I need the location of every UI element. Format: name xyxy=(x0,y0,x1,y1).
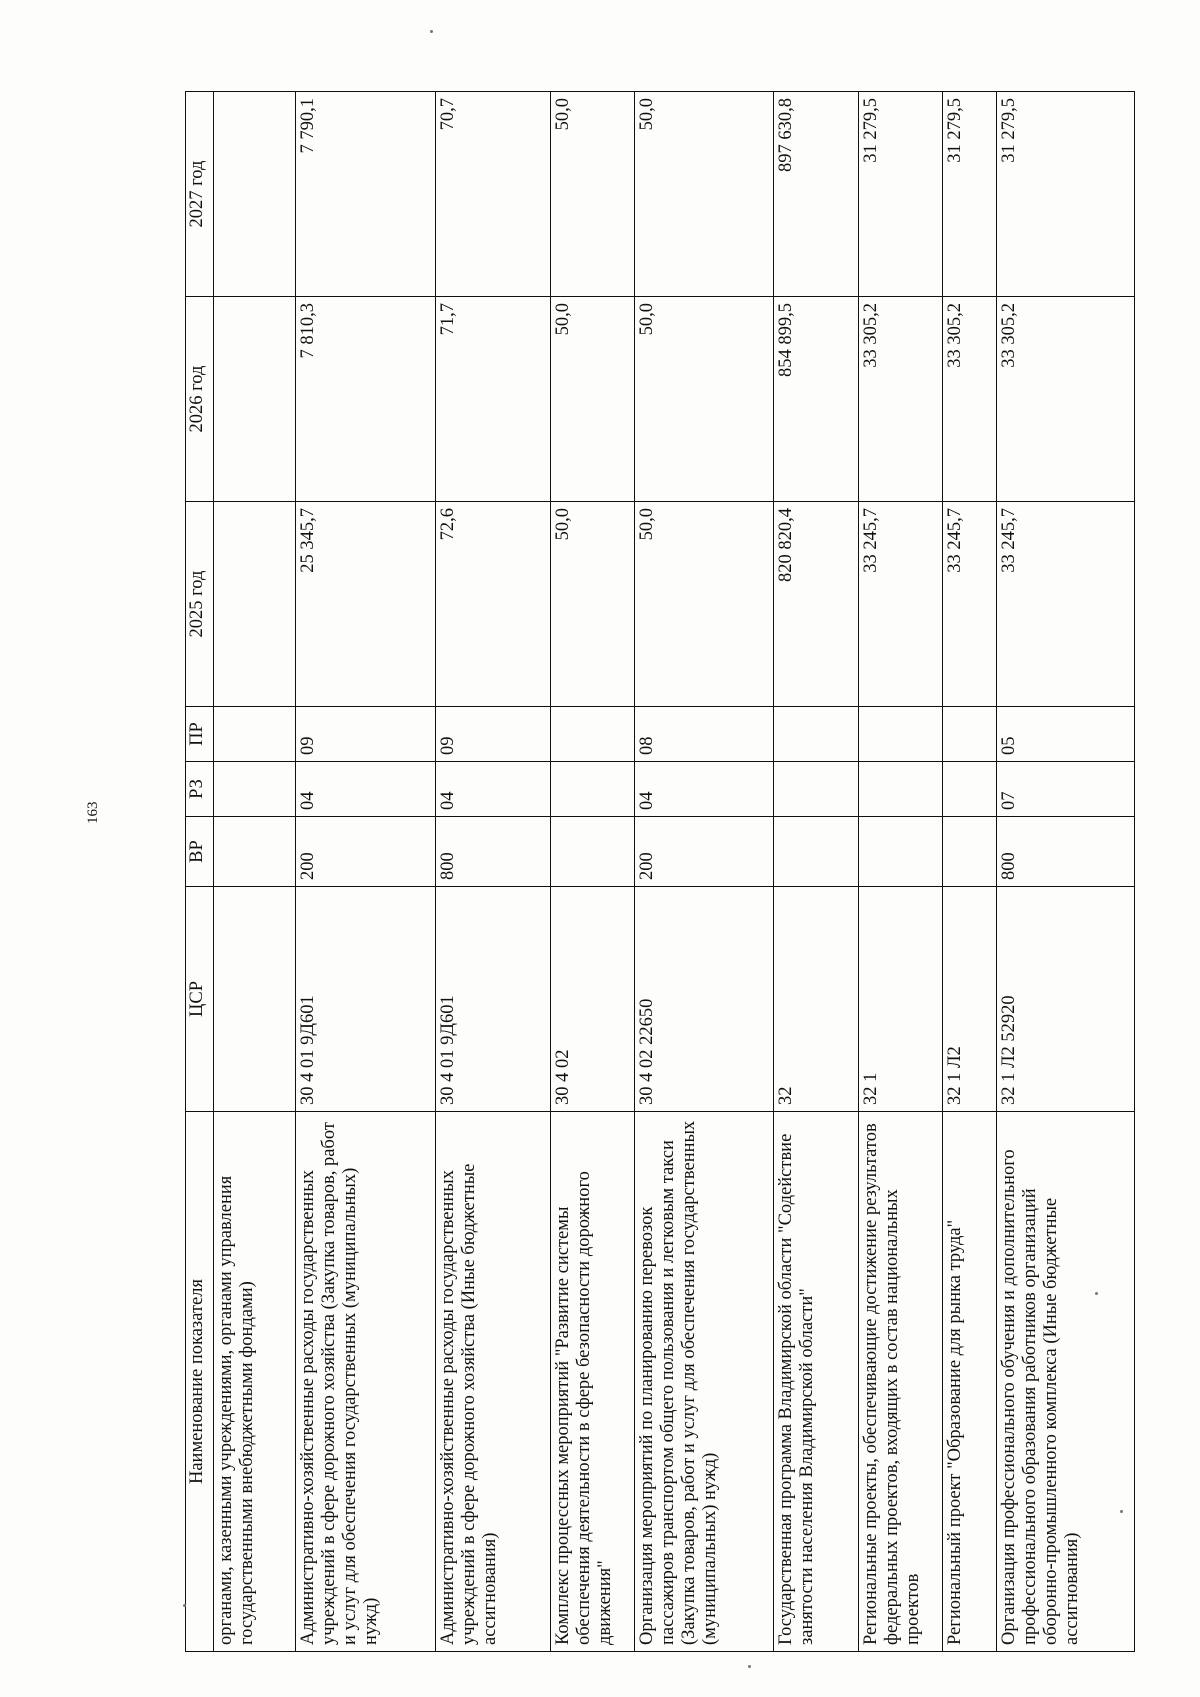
table-row xyxy=(635,92,774,1652)
table-row xyxy=(997,92,1135,1652)
row-vr: 800 xyxy=(436,817,551,887)
table-row xyxy=(942,92,997,1652)
row-2025: 33 245,7 xyxy=(858,502,942,707)
budget-table xyxy=(185,91,1135,1652)
row-vr: 800 xyxy=(997,817,1135,887)
row-2026: 50,0 xyxy=(635,297,774,502)
row-2026 xyxy=(214,297,296,502)
row-vr xyxy=(551,817,635,887)
row-pr: 05 xyxy=(997,707,1135,762)
header-pr: ПР xyxy=(186,707,214,762)
row-rz: 04 xyxy=(295,762,436,817)
row-pr xyxy=(214,707,296,762)
header-vr: ВР xyxy=(186,817,214,887)
row-rz xyxy=(858,762,942,817)
row-2027: 50,0 xyxy=(551,92,635,297)
row-pr: 09 xyxy=(295,707,436,762)
row-pr xyxy=(858,707,942,762)
row-vr xyxy=(773,817,858,887)
row-name: Государственная программа Владимирской области "Содействие занятости населения Владимирской области" xyxy=(773,1112,858,1652)
row-name: органами, казенными учреждениями, органами управления государственными внебюджетными фондами) xyxy=(214,1112,296,1652)
row-vr xyxy=(942,817,997,887)
row-pr: 09 xyxy=(436,707,551,762)
scan-speck xyxy=(748,1665,751,1668)
row-2027: 50,0 xyxy=(635,92,774,297)
row-2027 xyxy=(214,92,296,297)
row-name: Административно-хозяйственные расходы государственных учреждений в сфере дорожного хозяйства (Иные бюджетные ассигнования) xyxy=(436,1112,551,1652)
row-csr: 30 4 02 xyxy=(551,887,635,1112)
row-2025: 33 245,7 xyxy=(997,502,1135,707)
row-vr xyxy=(858,817,942,887)
row-csr: 30 4 02 22650 xyxy=(635,887,774,1112)
row-csr: 30 4 01 9Д601 xyxy=(436,887,551,1112)
row-vr: 200 xyxy=(295,817,436,887)
row-rz xyxy=(214,762,296,817)
row-2027: 31 279,5 xyxy=(858,92,942,297)
page-number: 163 xyxy=(85,801,101,824)
table-row xyxy=(551,92,635,1652)
header-2027: 2027 год xyxy=(186,92,214,297)
row-2026: 33 305,2 xyxy=(942,297,997,502)
row-2027: 897 630,8 xyxy=(773,92,858,297)
row-2026: 7 810,3 xyxy=(295,297,436,502)
row-2026: 50,0 xyxy=(551,297,635,502)
row-rz: 04 xyxy=(436,762,551,817)
table-row xyxy=(436,92,551,1652)
row-2026: 33 305,2 xyxy=(858,297,942,502)
row-2027: 31 279,5 xyxy=(942,92,997,297)
row-csr: 32 1 xyxy=(858,887,942,1112)
row-name: Административно-хозяйственные расходы государственных учреждений в сфере дорожного хозяйства (Закупка товаров, работ и услуг для обеспечения государственных (муниципальных) нужд) xyxy=(295,1112,436,1652)
row-name: Организация профессионального обучения и дополнительного профессионального образования работников организаций оборонно-промышленного комплекса (Иные бюджетные ассигнования) xyxy=(997,1112,1135,1652)
row-rz xyxy=(551,762,635,817)
row-2025: 25 345,7 xyxy=(295,502,436,707)
header-2025: 2025 год xyxy=(186,502,214,707)
row-pr xyxy=(551,707,635,762)
row-rz xyxy=(773,762,858,817)
row-vr: 200 xyxy=(635,817,774,887)
table-row xyxy=(858,92,942,1652)
row-2025: 50,0 xyxy=(551,502,635,707)
row-name: Региональные проекты, обеспечивающие достижение результатов федеральных проектов, входящих в состав национальных проектов xyxy=(858,1112,942,1652)
row-2025: 72,6 xyxy=(436,502,551,707)
scan-speck xyxy=(183,1604,186,1607)
row-rz xyxy=(942,762,997,817)
row-2025 xyxy=(214,502,296,707)
row-csr: 32 1 Л2 52920 xyxy=(997,887,1135,1112)
table-row xyxy=(773,92,858,1652)
row-pr xyxy=(942,707,997,762)
row-pr xyxy=(773,707,858,762)
row-vr xyxy=(214,817,296,887)
row-2026: 33 305,2 xyxy=(997,297,1135,502)
row-name: Региональный проект "Образование для рынка труда" xyxy=(942,1112,997,1652)
table-header-row xyxy=(186,92,214,1652)
row-2027: 31 279,5 xyxy=(997,92,1135,297)
row-csr: 32 1 Л2 xyxy=(942,887,997,1112)
row-2025: 33 245,7 xyxy=(942,502,997,707)
row-csr xyxy=(214,887,296,1112)
table-row xyxy=(214,92,296,1652)
row-csr: 30 4 01 9Д601 xyxy=(295,887,436,1112)
row-csr: 32 xyxy=(773,887,858,1112)
header-csr: ЦСР xyxy=(186,887,214,1112)
row-2026: 854 899,5 xyxy=(773,297,858,502)
table-row xyxy=(295,92,436,1652)
header-rz: РЗ xyxy=(186,762,214,817)
rotated-page-content xyxy=(185,92,1135,1652)
row-name: Организация мероприятий по планированию перевозок пассажиров транспортом общего пользования и легковым такси (Закупка товаров, работ и услуг для обеспечения государственных (муниципальных) нужд) xyxy=(635,1112,774,1652)
row-2025: 820 820,4 xyxy=(773,502,858,707)
header-name: Наименование показателя xyxy=(186,1112,214,1652)
row-2027: 7 790,1 xyxy=(295,92,436,297)
scan-speck xyxy=(1095,1292,1098,1295)
row-2025: 50,0 xyxy=(635,502,774,707)
row-rz: 07 xyxy=(997,762,1135,817)
scan-speck xyxy=(430,30,433,33)
row-2027: 70,7 xyxy=(436,92,551,297)
row-2026: 71,7 xyxy=(436,297,551,502)
row-name: Комплекс процессных мероприятий "Развитие системы обеспечения деятельности в сфере безопасности дорожного движения" xyxy=(551,1112,635,1652)
row-pr: 08 xyxy=(635,707,774,762)
header-2026: 2026 год xyxy=(186,297,214,502)
scan-speck xyxy=(1120,1510,1123,1513)
row-rz: 04 xyxy=(635,762,774,817)
